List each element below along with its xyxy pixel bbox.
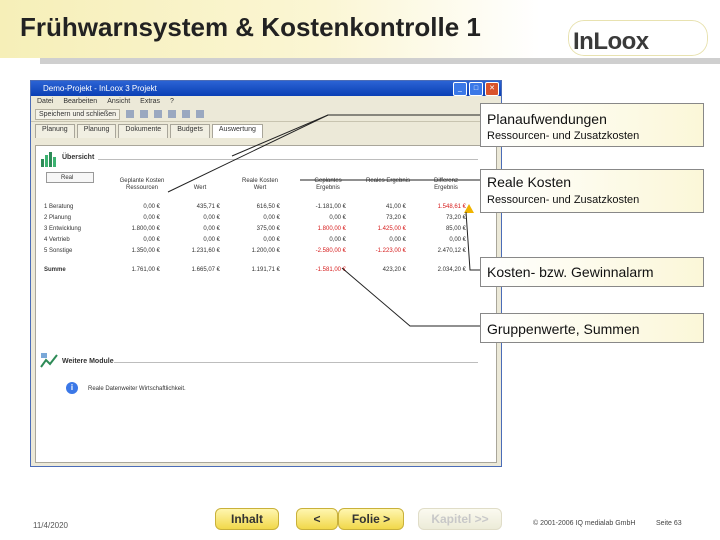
inloox-logo: InLoox — [573, 28, 649, 55]
table-cell: 1.665,07 € — [191, 267, 220, 273]
menu-bearbeiten[interactable]: Bearbeiten — [63, 98, 98, 105]
menu-help[interactable]: ? — [170, 98, 174, 105]
table-cell: 73,20 € — [445, 215, 466, 221]
col-planned-costs: Geplante Kosten Ressourcen — [119, 178, 165, 191]
col-real-costs: Reale Kosten Wert — [241, 178, 279, 191]
next-chapter-button[interactable]: Kapitel >> — [418, 508, 502, 530]
callout-sub: Ressourcen- und Zusatzkosten — [487, 130, 640, 142]
tab-budgets[interactable]: Budgets — [170, 124, 210, 138]
table-row-label: 3 Entwicklung — [44, 226, 82, 232]
inhalt-button[interactable]: Inhalt — [215, 508, 279, 530]
col-real-result: Reales Ergebnis — [365, 178, 411, 184]
table-row-label: Summe — [44, 267, 66, 273]
table-row-label: 2 Planung — [44, 215, 72, 221]
table-cell: 0,00 € — [389, 237, 406, 243]
footer-copyright: © 2001-2006 IQ medialab GmbH — [533, 520, 636, 527]
table-cell: 1.200,00 € — [251, 248, 280, 254]
table-cell: 85,00 € — [445, 226, 466, 232]
table-cell: -1.181,00 € — [315, 204, 346, 210]
col-planned-result: Geplantes Ergebnis — [314, 178, 342, 191]
footer-date: 11/4/2020 — [33, 521, 68, 530]
table-cell: -1.223,00 € — [375, 248, 406, 254]
table-cell: 1.191,71 € — [251, 267, 280, 273]
save-close-button[interactable]: Speichern und schließen — [35, 109, 120, 120]
table-cell: 1.761,00 € — [131, 267, 160, 273]
minimize-icon[interactable]: _ — [453, 82, 467, 96]
tab-auswertung[interactable]: Auswertung — [212, 124, 263, 138]
table-cell: 0,00 € — [203, 237, 220, 243]
table-cell: 0,00 € — [449, 237, 466, 243]
maximize-icon[interactable]: □ — [469, 82, 483, 96]
table-cell: 0,00 € — [329, 215, 346, 221]
callout-main: Kosten- bzw. Gewinnalarm — [487, 264, 654, 280]
table-cell: 423,20 € — [382, 267, 406, 273]
table-cell: 41,00 € — [385, 204, 406, 210]
table-cell: 435,71 € — [196, 204, 220, 210]
menu-ansicht[interactable]: Ansicht — [107, 98, 131, 105]
info-text: Reale Datenweiter Wirtschaftlichkeit. — [88, 386, 186, 392]
table-cell: 2.470,12 € — [437, 248, 466, 254]
table-row-label: 5 Sonstige — [44, 248, 73, 254]
menu-extras[interactable]: Extras — [140, 98, 161, 105]
table-cell: 0,00 € — [203, 215, 220, 221]
table-cell: 1.350,00 € — [131, 248, 160, 254]
cost-type-select[interactable]: Real — [46, 172, 94, 183]
info-icon: i — [66, 382, 78, 394]
callout-main: Gruppenwerte, Summen — [487, 321, 640, 337]
table-row-label: 4 Vertrieb — [44, 237, 70, 243]
next-slide-button[interactable]: Folie > — [338, 508, 404, 530]
callout-main: Reale Kosten — [487, 174, 572, 190]
col-difference: Differenz Ergebnis — [434, 178, 458, 191]
tab-dokumente[interactable]: Dokumente — [118, 124, 168, 138]
table-cell: -1.581,00 € — [315, 267, 346, 273]
more-modules-heading: Weitere Module — [62, 358, 114, 365]
table-cell: 0,00 € — [143, 237, 160, 243]
menu-datei[interactable]: Datei — [37, 98, 54, 105]
col-value: Wert — [193, 185, 207, 191]
table-row-label: 1 Beratung — [44, 204, 74, 210]
table-cell: 2.034,20 € — [437, 267, 466, 273]
tab-planung[interactable]: Planung — [35, 124, 75, 138]
table-cell: 0,00 € — [143, 215, 160, 221]
table-cell: 0,00 € — [263, 215, 280, 221]
overview-heading: Übersicht — [62, 154, 95, 161]
table-cell: 1.231,60 € — [191, 248, 220, 254]
table-cell: 0,00 € — [143, 204, 160, 210]
table-cell: 73,20 € — [385, 215, 406, 221]
callout-main: Planaufwendungen — [487, 111, 607, 127]
previous-slide-button[interactable]: < — [296, 508, 338, 530]
window-title: Demo-Projekt - InLoox 3 Projekt — [43, 84, 157, 93]
table-cell: 0,00 € — [263, 237, 280, 243]
table-cell: 0,00 € — [329, 237, 346, 243]
table-cell: 375,00 € — [256, 226, 280, 232]
table-cell: 0,00 € — [203, 226, 220, 232]
close-icon[interactable]: ✕ — [485, 82, 499, 96]
footer-page-number: Seite 63 — [656, 520, 682, 527]
table-cell: 1.800,00 € — [317, 226, 346, 232]
table-cell: 1.425,00 € — [377, 226, 406, 232]
tab-planung-2[interactable]: Planung — [77, 124, 117, 138]
table-cell: 1.548,61 € — [437, 204, 466, 210]
table-cell: 616,50 € — [256, 204, 280, 210]
slide-title: Frühwarnsystem & Kostenkontrolle 1 — [20, 12, 481, 42]
callout-sub: Ressourcen- und Zusatzkosten — [487, 194, 640, 206]
table-cell: 1.800,00 € — [131, 226, 160, 232]
table-cell: -2.580,00 € — [315, 248, 346, 254]
